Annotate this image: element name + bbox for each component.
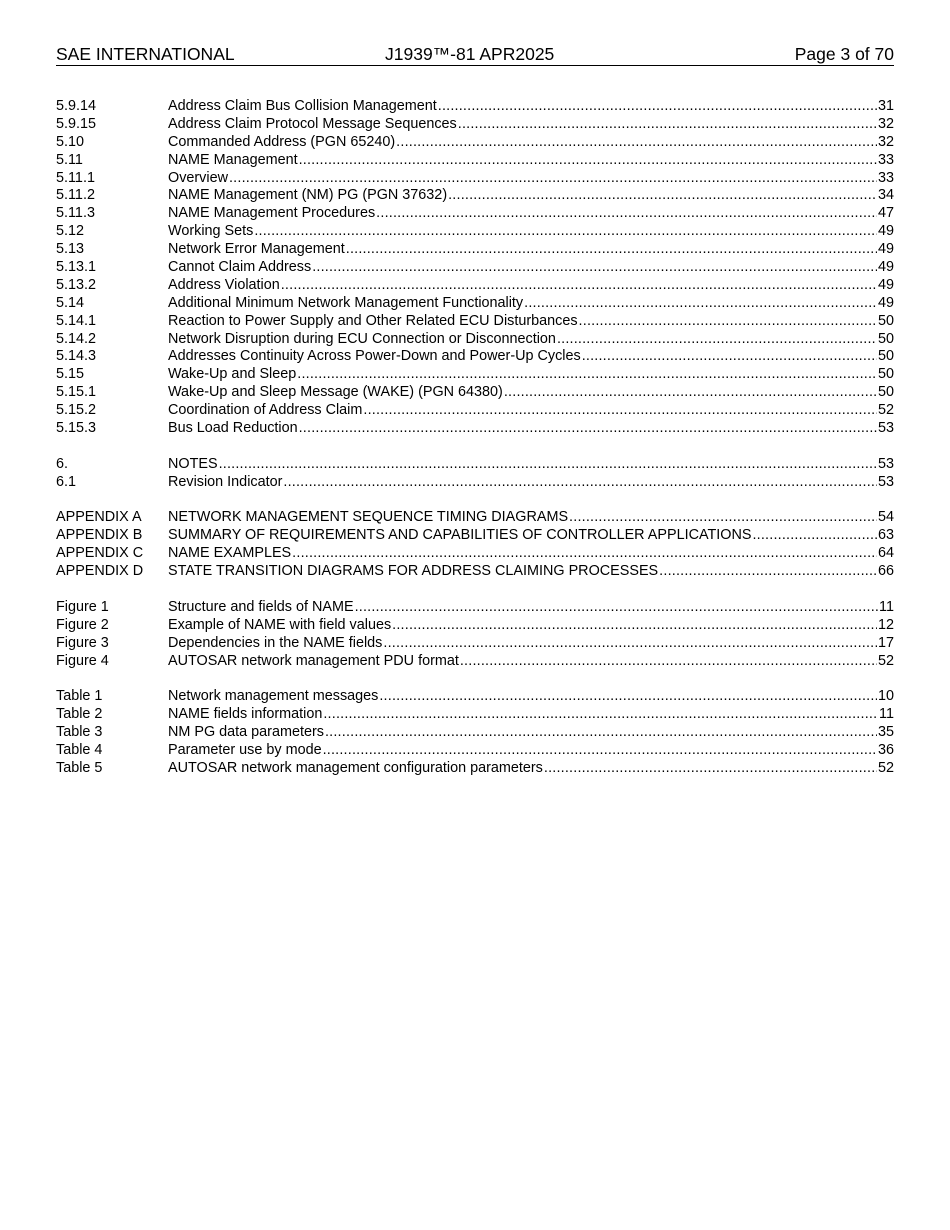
toc-entry-page: 52 [877,652,894,669]
table-of-contents [56,98,894,796]
toc-entry-title[interactable]: SUMMARY OF REQUIREMENTS AND CAPABILITIES OF CONTROLLER APPLICATIONS [168,527,752,544]
page-number: Page 3 of 70 [794,44,894,64]
toc-entry-page: 64 [877,545,894,562]
toc-entry-number: Figure 3 [56,634,109,651]
toc-entry[interactable] [56,241,894,259]
toc-entry[interactable] [56,223,894,241]
toc-entry[interactable] [56,760,894,778]
toc-entry-page: 52 [877,759,894,776]
dot-leader [283,474,877,492]
toc-entry[interactable] [56,527,894,545]
toc-entry[interactable] [56,724,894,742]
dot-leader [504,384,877,402]
toc-entry-page: 66 [877,563,894,580]
dot-leader [544,760,877,778]
toc-entry-page: 11 [879,706,894,723]
dot-leader [569,509,877,527]
toc-entry[interactable] [56,384,894,402]
dot-leader [448,187,877,205]
toc-entry-number: 5.13 [56,241,85,258]
dot-leader [254,223,877,241]
toc-entry-number: 5.12 [56,223,85,240]
toc-entry-page: 50 [877,312,894,329]
toc-entry-title[interactable]: Addresses Continuity Across Power-Down and Power-Up Cycles [168,348,581,365]
toc-entry-number: 5.14.1 [56,312,97,329]
dot-leader [299,152,877,170]
toc-entry-number: APPENDIX B [56,527,143,544]
toc-entry[interactable] [56,456,894,474]
dot-leader [323,742,877,760]
toc-entry-page: 53 [877,473,894,490]
toc-entry[interactable] [56,331,894,349]
toc-entry[interactable] [56,366,894,384]
toc-entry[interactable] [56,116,894,134]
toc-entry-number: Table 1 [56,688,103,705]
toc-entry-page: 32 [877,115,894,132]
toc-entry[interactable] [56,545,894,563]
toc-entry-page: 33 [877,169,894,186]
toc-entry-number: 5.9.15 [56,115,97,132]
toc-entry-title[interactable]: Structure and fields of NAME [168,598,354,615]
toc-entry-title[interactable]: Address Claim Protocol Message Sequences [168,115,457,132]
dot-leader [524,295,877,313]
toc-group [56,98,894,438]
toc-entry-page: 33 [877,151,894,168]
dot-leader [752,527,877,545]
toc-entry-number: APPENDIX D [56,563,144,580]
toc-entry-page: 31 [877,98,894,114]
dot-leader [297,366,877,384]
toc-entry-number: Table 4 [56,742,103,759]
toc-entry-number: 5.15.2 [56,402,97,419]
toc-entry[interactable] [56,599,894,617]
toc-entry[interactable] [56,348,894,366]
toc-entry-number: Table 2 [56,706,103,723]
toc-entry-title[interactable]: STATE TRANSITION DIAGRAMS FOR ADDRESS CLAIMING PROCESSES [168,563,659,580]
toc-entry[interactable] [56,152,894,170]
toc-entry-page: 49 [877,276,894,293]
toc-entry-number: APPENDIX C [56,545,144,562]
dot-leader [323,706,878,724]
toc-entry-page: 50 [877,348,894,365]
toc-entry[interactable] [56,617,894,635]
toc-entry-title[interactable]: Network Error Management [168,241,345,258]
publisher-name: SAE INTERNATIONAL [56,44,235,64]
toc-entry-title[interactable]: NETWORK MANAGEMENT SEQUENCE TIMING DIAGRAMS [168,509,569,526]
dot-leader [579,313,877,331]
dot-leader [229,170,877,188]
toc-entry-page: 63 [877,527,894,544]
toc-group [56,688,894,777]
toc-entry-title[interactable]: Bus Load Reduction [168,420,298,437]
dot-leader [363,402,877,420]
toc-group [56,599,894,671]
toc-entry-number: 5.10 [56,133,85,150]
dot-leader [438,98,877,116]
toc-entry-number: 5.11 [56,151,83,168]
toc-entry-title[interactable]: Network Disruption during ECU Connection or Disconnection [168,330,556,347]
toc-group [56,509,894,581]
toc-entry-title[interactable]: NAME Management Procedures [168,205,376,222]
toc-entry[interactable] [56,295,894,313]
toc-entry-title[interactable]: Wake-Up and Sleep Message (WAKE) (PGN 64380) [168,384,503,401]
toc-entry-title[interactable]: Additional Minimum Network Management Functionality [168,294,524,311]
dot-leader [458,116,877,134]
toc-entry[interactable] [56,313,894,331]
toc-entry-number: Table 5 [56,759,103,776]
toc-entry-title[interactable]: Reaction to Power Supply and Other Related ECU Disturbances [168,312,578,329]
toc-entry-number: 5.9.14 [56,98,97,114]
dot-leader [299,420,877,438]
toc-entry[interactable] [56,706,894,724]
toc-entry[interactable] [56,742,894,760]
toc-entry-number: 5.15.3 [56,420,97,437]
dot-leader [659,563,877,581]
toc-entry-number: 5.11.1 [56,169,95,186]
toc-entry-page: 54 [877,509,894,526]
toc-entry-title[interactable]: Working Sets [168,223,254,240]
toc-entry-title[interactable]: AUTOSAR network management PDU format [168,652,459,669]
toc-entry-title[interactable]: Overview [168,169,228,186]
toc-entry[interactable] [56,187,894,205]
toc-entry-page: 12 [877,616,894,633]
toc-entry-title[interactable]: Parameter use by mode [168,742,322,759]
toc-entry-page: 35 [877,724,894,741]
toc-entry-number: 5.13.1 [56,259,97,276]
toc-entry-title[interactable]: Coordination of Address Claim [168,402,363,419]
toc-entry-number: 5.15.1 [56,384,97,401]
toc-entry-title[interactable]: AUTOSAR network management configuration parameters [168,759,543,776]
toc-entry[interactable] [56,205,894,223]
toc-entry-number: 5.14.2 [56,330,97,347]
toc-entry-title[interactable]: Address Violation [168,276,280,293]
toc-entry-number: Table 3 [56,724,103,741]
toc-entry[interactable] [56,402,894,420]
toc-entry-page: 47 [877,205,894,222]
toc-group [56,456,894,492]
toc-entry-page: 17 [877,634,894,651]
toc-entry[interactable] [56,653,894,671]
toc-entry-number: 5.11.2 [56,187,95,204]
dot-leader [292,545,877,563]
toc-entry-title[interactable]: NAME fields information [168,706,323,723]
dot-leader [582,348,877,366]
toc-entry[interactable] [56,98,894,116]
toc-entry-title[interactable]: Network management messages [168,688,379,705]
dot-leader [219,456,877,474]
toc-entry-page: 50 [877,366,894,383]
toc-entry[interactable] [56,170,894,188]
toc-entry-page: 53 [877,455,894,472]
toc-entry[interactable] [56,420,894,438]
toc-entry-title[interactable]: NAME Management [168,151,298,168]
toc-entry[interactable] [56,259,894,277]
dot-leader [312,259,877,277]
toc-entry[interactable] [56,635,894,653]
toc-entry-page: 49 [877,223,894,240]
toc-entry-number: 5.14.3 [56,348,97,365]
toc-entry[interactable] [56,474,894,492]
toc-entry-title[interactable]: NOTES [168,455,218,472]
dot-leader [379,688,877,706]
dot-leader [376,205,877,223]
toc-entry-page: 36 [877,742,894,759]
dot-leader [557,331,877,349]
toc-entry-page: 50 [877,330,894,347]
dot-leader [383,635,877,653]
toc-entry-number: Figure 2 [56,616,109,633]
toc-entry-title[interactable]: Cannot Claim Address [168,259,312,276]
dot-leader [355,599,878,617]
dot-leader [281,277,877,295]
toc-entry-title[interactable]: Commanded Address (PGN 65240) [168,133,396,150]
page-header [56,44,894,66]
toc-entry-number: 5.14 [56,294,85,311]
dot-leader [460,653,877,671]
dot-leader [392,617,877,635]
dot-leader [346,241,877,259]
toc-entry-title[interactable]: Revision Indicator [168,473,283,490]
toc-entry-number: APPENDIX A [56,509,142,526]
toc-entry-page: 52 [877,402,894,419]
toc-entry-number: 6.1 [56,473,77,490]
toc-entry-page: 49 [877,294,894,311]
dot-leader [325,724,877,742]
toc-entry[interactable] [56,134,894,152]
toc-entry-title[interactable]: Dependencies in the NAME fields [168,634,383,651]
toc-entry[interactable] [56,563,894,581]
toc-entry-number: 5.11.3 [56,205,95,222]
toc-entry-number: 6. [56,455,69,472]
toc-entry-number: Figure 4 [56,652,109,669]
toc-entry-page: 53 [877,420,894,437]
toc-entry-page: 32 [877,133,894,150]
toc-entry-title[interactable]: NAME Management (NM) PG (PGN 37632) [168,187,448,204]
toc-entry-number: 5.13.2 [56,276,97,293]
toc-entry-page: 11 [879,598,894,615]
toc-entry[interactable] [56,509,894,527]
toc-entry[interactable] [56,277,894,295]
toc-entry-title[interactable]: NM PG data parameters [168,724,324,741]
dot-leader [396,134,877,152]
toc-entry[interactable] [56,688,894,706]
toc-entry-title[interactable]: Wake-Up and Sleep [168,366,297,383]
toc-entry-page: 49 [877,241,894,258]
toc-entry-number: Figure 1 [56,598,109,615]
toc-entry-page: 10 [877,688,894,705]
toc-entry-title[interactable]: NAME EXAMPLES [168,545,292,562]
toc-entry-page: 50 [877,384,894,401]
toc-entry-page: 34 [877,187,894,204]
toc-entry-page: 49 [877,259,894,276]
document-id: J1939™-81 APR2025 [385,44,555,64]
toc-entry-number: 5.15 [56,366,85,383]
toc-entry-title[interactable]: Example of NAME with field values [168,616,392,633]
toc-entry-title[interactable]: Address Claim Bus Collision Management [168,98,437,114]
